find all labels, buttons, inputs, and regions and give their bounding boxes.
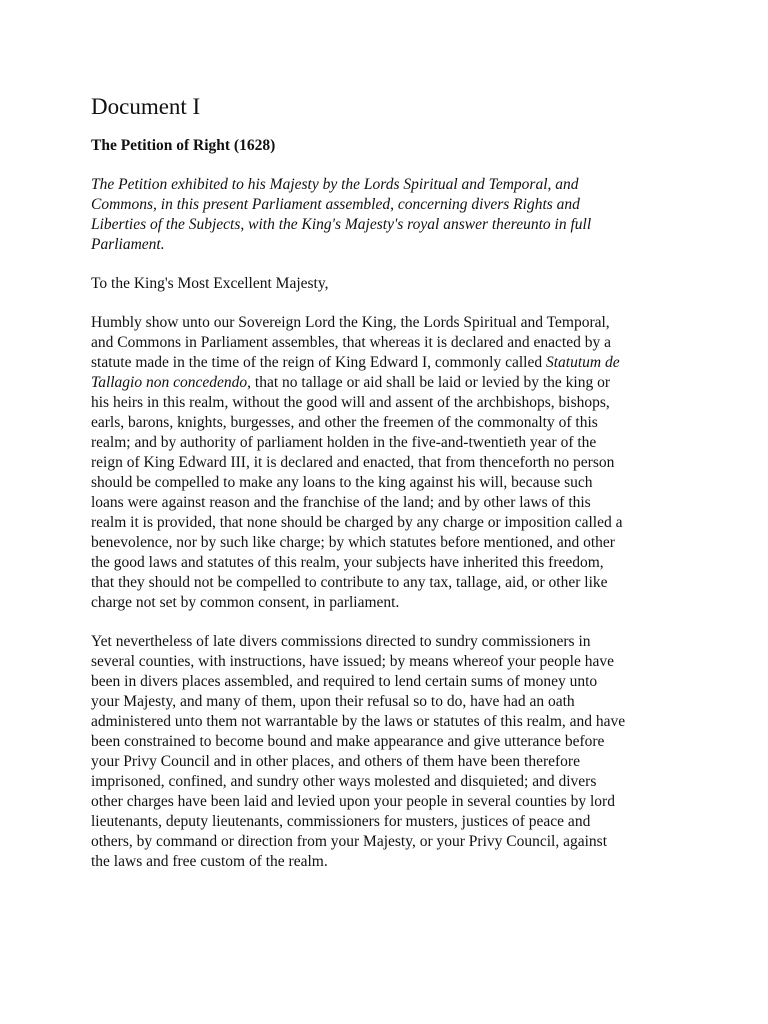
paragraph-line: several counties, with instructions, have issued; by means whereof your people have (91, 653, 614, 670)
paragraph-line: other charges have been laid and levied upon your people in several counties by lord (91, 793, 615, 810)
intro-line: The Petition exhibited to his Majesty by the Lords Spiritual and Temporal, and (91, 176, 579, 193)
paragraph-line: others, by command or direction from your Majesty, or your Privy Council, against (91, 833, 607, 850)
paragraph-line: his heirs in this realm, without the good will and assent of the archbishops, bishops, (91, 394, 610, 411)
text-run: , that no tallage or aid shall be laid or levied by the king or (247, 374, 610, 391)
paragraph-2 (91, 632, 711, 872)
document-page (91, 92, 711, 891)
paragraph-line: Yet nevertheless of late divers commissions directed to sundry commissioners in (91, 633, 591, 650)
paragraph-line: imprisoned, confined, and sundry other ways molested and disquieted; and divers (91, 773, 597, 790)
paragraph-line: the good laws and statutes of this realm, your subjects have inherited this freedom, (91, 554, 604, 571)
paragraph-line: lieutenants, deputy lieutenants, commissioners for musters, justices of peace and (91, 813, 591, 830)
paragraph-line: benevolence, nor by such like charge; by which statutes before mentioned, and other (91, 534, 615, 551)
paragraph-1 (91, 313, 711, 613)
paragraph-line: that they should not be compelled to contribute to any tax, tallage, aid, or other like (91, 574, 608, 591)
paragraph-line: charge not set by common consent, in parliament. (91, 594, 400, 611)
italic-term: Tallagio non concedendo (91, 374, 248, 391)
paragraph-line: realm; and by authority of parliament holden in the five-and-twentieth year of the (91, 434, 597, 451)
paragraph-line: realm it is provided, that none should be charged by any charge or imposition called a (91, 514, 623, 531)
paragraph-line: loans were against reason and the franchise of the land; and by other laws of this (91, 494, 591, 511)
paragraph-line: the laws and free custom of the realm. (91, 853, 328, 870)
paragraph-line: and Commons in Parliament assembles, that whereas it is declared and enacted by a (91, 334, 611, 351)
document-title: Document I (91, 94, 201, 119)
salutation: To the King's Most Excellent Majesty, (91, 275, 329, 292)
document-subtitle: The Petition of Right (1628) (91, 137, 276, 154)
paragraph-line: been constrained to become bound and make appearance and give utterance before (91, 733, 605, 750)
text-run: statute made in the time of the reign of King Edward I, commonly called (91, 354, 546, 371)
paragraph-line: earls, barons, knights, burgesses, and other the freemen of the commonalty of this (91, 414, 598, 431)
intro-line: Commons, in this present Parliament assembled, concerning divers Rights and (91, 196, 580, 213)
paragraph-line: been in divers places assembled, and required to lend certain sums of money unto (91, 673, 598, 690)
paragraph-line: should be compelled to make any loans to the king against his will, because such (91, 474, 593, 491)
intro-line: Parliament. (91, 236, 165, 253)
paragraph-line: Humbly show unto our Sovereign Lord the King, the Lords Spiritual and Temporal, (91, 314, 610, 331)
paragraph-line (91, 373, 711, 393)
paragraph-line: your Majesty, and many of them, upon their refusal so to do, have had an oath (91, 693, 575, 710)
intro-paragraph (91, 175, 711, 255)
paragraph-line (91, 353, 711, 373)
paragraph-line: reign of King Edward III, it is declared and enacted, that from thenceforth no person (91, 454, 615, 471)
paragraph-line: administered unto them not warrantable by the laws or statutes of this realm, and have (91, 713, 626, 730)
intro-line: Liberties of the Subjects, with the King's Majesty's royal answer thereunto in full (91, 216, 592, 233)
italic-term: Statutum de (545, 354, 620, 371)
paragraph-line: your Privy Council and in other places, and others of them have been therefore (91, 753, 580, 770)
